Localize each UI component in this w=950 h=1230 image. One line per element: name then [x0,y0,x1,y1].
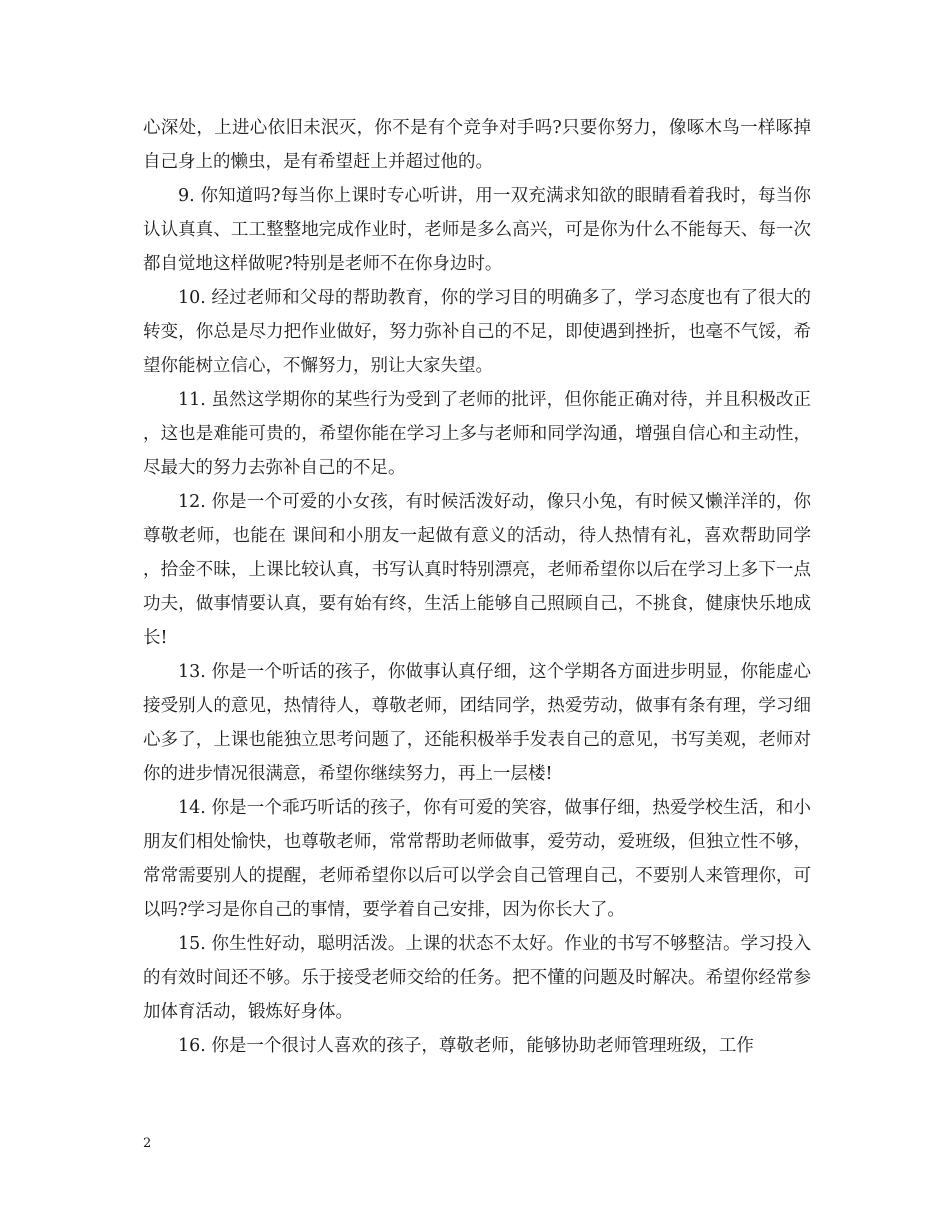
paragraph-item-13: 13. 你是一个听话的孩子，你做事认真仔细，这个学期各方面进步明显，你能虚心接受别人的意见，热情待人，尊敬老师，团结同学，热爱劳动，做事有条有理，学习细心多了，上课也能独立思考问题了，还能积极举手发表自己的意见，书写美观，老师对你的进步情况很满意，希望你继续努力，再上一层楼! [143,662,811,784]
document-body [143,111,811,1063]
paragraph-item-15: 15. 你生性好动，聪明活泼。上课的状态不太好。作业的书写不够整洁。学习投入的有效时间还不够。乐于接受老师交给的任务。把不懂的问题及时解决。希望你经常参加体育活动，锻炼好身体。 [143,934,811,1022]
paragraph-item-9: 9. 你知道吗?每当你上课时专心听讲，用一双充满求知欲的眼睛看着我时，每当你认认真真、工工整整地完成作业时，老师是多么高兴，可是你为什么不能每天、每一次都自觉地这样做呢?特别是老师不在你身边时。 [143,186,811,274]
paragraph: 心深处，上进心依旧未泯灭，你不是有个竞争对手吗?只要你努力，像啄木鸟一样啄掉自己身上的懒虫，是有希望赶上并超过他的。 [143,118,811,172]
paragraph-item-16: 16. 你是一个很讨人喜欢的孩子，尊敬老师，能够协助老师管理班级，工作 [178,1036,754,1056]
paragraph-item-14: 14. 你是一个乖巧听话的孩子，你有可爱的笑容，做事仔细，热爱学校生活，和小朋友们相处愉快，也尊敬老师，常常帮助老师做事，爱劳动，爱班级，但独立性不够，常常需要别人的提醒，老师希望你以后可以学会自己管理自己，不要别人来管理你，可以吗?学习是你自己的事情，要学着自己安排，因为你长大了。 [143,798,811,920]
page-number: 2 [143,1136,152,1151]
paragraph-item-10: 10. 经过老师和父母的帮助教育，你的学习目的明确多了，学习态度也有了很大的转变，你总是尽力把作业做好，努力弥补自己的不足，即使遇到挫折，也毫不气馁，希望你能树立信心，不懈努力，别让大家失望。 [143,288,811,376]
paragraph-item-11: 11. 虽然这学期你的某些行为受到了老师的批评，但你能正确对待，并且积极改正，这也是难能可贵的，希望你能在学习上多与老师和同学沟通，增强自信心和主动性，尽最大的努力去弥补自己的不足。 [143,390,811,478]
paragraph-item-12: 12. 你是一个可爱的小女孩，有时候活泼好动，像只小兔，有时候又懒洋洋的，你尊敬老师，也能在 课间和小朋友一起做有意义的活动，待人热情有礼，喜欢帮助同学，拾金不昧，上课比较认真，书写认真时特别漂亮，老师希望你以后在学习上多下一点功夫，做事情要认真，要有始有终，生活上能够自己照顾自己，不挑食，健康快乐地成长! [143,492,811,648]
